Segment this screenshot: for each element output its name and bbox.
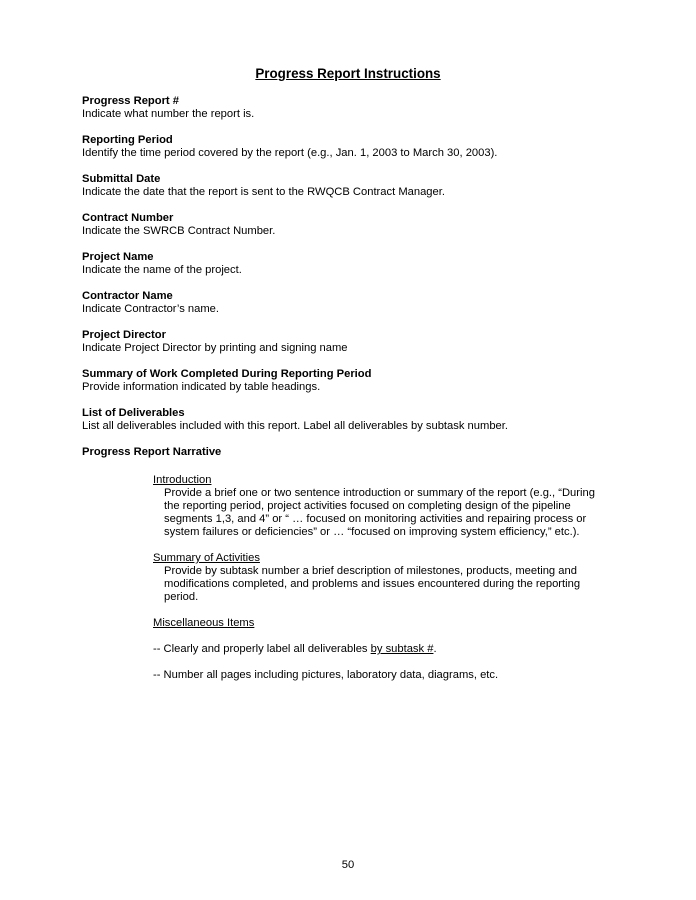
misc-item-underlined: by subtask #	[370, 643, 434, 655]
section-heading: Project Director	[82, 329, 166, 341]
section-heading: Summary of Work Completed During Reporting Period	[82, 368, 372, 380]
section-body: Indicate Project Director by printing and signing name	[82, 342, 348, 354]
section-heading: Project Name	[82, 251, 154, 263]
narrative-summary-of-activities	[153, 552, 613, 604]
misc-item-suffix: .	[433, 643, 437, 655]
section-contractor-name	[82, 290, 642, 316]
misc-item-number-pages: -- Number all pages including pictures, laboratory data, diagrams, etc.	[153, 669, 499, 681]
section-body: List all deliverables included with this report. Label all deliverables by subtask number.	[82, 420, 508, 432]
section-summary-of-work	[82, 368, 642, 394]
section-body: Indicate Contractor’s name.	[82, 303, 220, 315]
section-heading: Contractor Name	[82, 290, 173, 302]
subsection-heading: Introduction	[153, 474, 212, 486]
narrative-miscellaneous	[153, 617, 613, 630]
section-project-name	[82, 251, 642, 277]
section-body: Indicate the SWRCB Contract Number.	[82, 225, 276, 237]
section-heading: Progress Report Narrative	[82, 446, 222, 458]
section-submittal-date	[82, 173, 642, 199]
subsection-heading: Summary of Activities	[153, 552, 260, 564]
section-heading: List of Deliverables	[82, 407, 185, 419]
section-body: Indicate the name of the project.	[82, 264, 242, 276]
section-body: Indicate the date that the report is sent to the RWQCB Contract Manager.	[82, 186, 445, 198]
narrative-introduction	[153, 474, 613, 539]
section-heading: Submittal Date	[82, 173, 161, 185]
instruction-sections	[82, 95, 642, 472]
misc-item-text: -- Clearly and properly label all deliverables	[153, 643, 371, 655]
section-body: Indicate what number the report is.	[82, 108, 255, 120]
section-list-of-deliverables	[82, 407, 642, 433]
page-number: 50	[341, 859, 355, 871]
narrative-block	[153, 474, 613, 695]
section-contract-number	[82, 212, 642, 238]
section-heading: Progress Report #	[82, 95, 179, 107]
section-heading: Reporting Period	[82, 134, 173, 146]
section-progress-report-narrative	[82, 446, 642, 459]
misc-item-label-deliverables	[153, 643, 613, 656]
section-body: Provide information indicated by table headings.	[82, 381, 321, 393]
subsection-body: Provide a brief one or two sentence introduction or summary of the report (e.g., “During the reporting period, project activities focused on completing design of the pipeline segments 1,3, and 4” or “ … focused on monitoring activities and repairing process or system failures or deficiencies” or … “focused on improving system efficiency,” etc.).	[164, 487, 595, 538]
section-project-director	[82, 329, 642, 355]
section-reporting-period	[82, 134, 642, 160]
page-title: Progress Report Instructions	[255, 66, 441, 81]
section-body: Identify the time period covered by the report (e.g., Jan. 1, 2003 to March 30, 2003).	[82, 147, 498, 159]
subsection-body: Provide by subtask number a brief description of milestones, products, meeting and modifications completed, and problems and issues encountered during the reporting period.	[164, 565, 581, 603]
section-progress-report-number	[82, 95, 642, 121]
section-heading: Contract Number	[82, 212, 174, 224]
subsection-heading: Miscellaneous Items	[153, 617, 255, 629]
